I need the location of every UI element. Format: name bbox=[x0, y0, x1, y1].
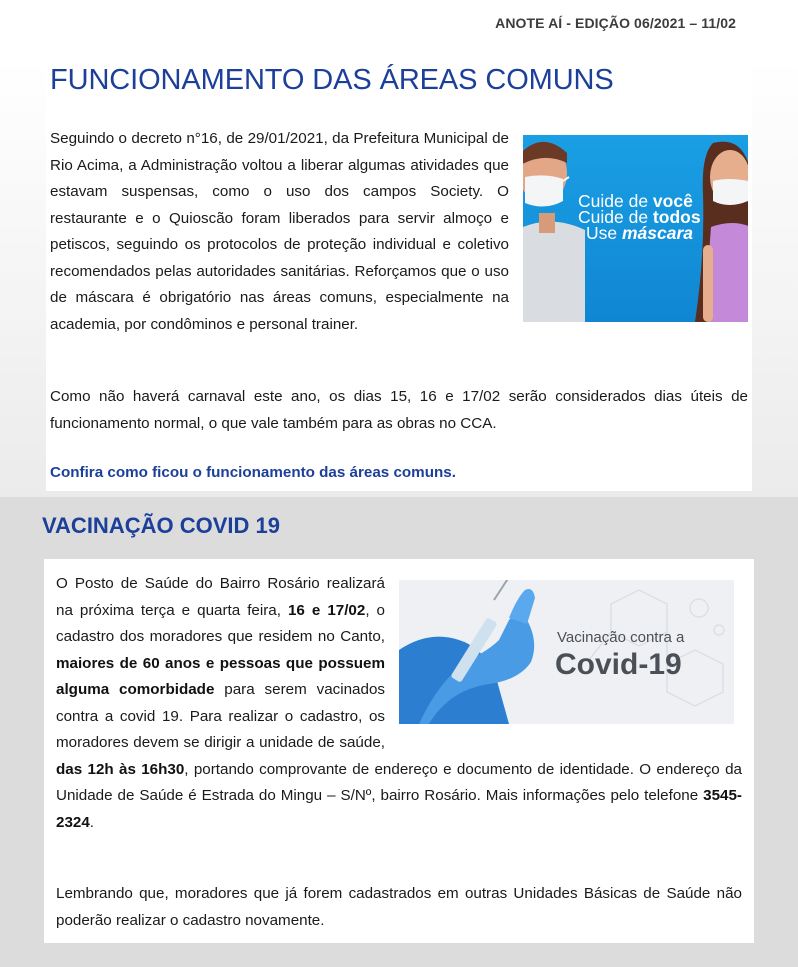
areas-comuns-paragraph-1 bbox=[50, 126, 748, 338]
vaccine-image bbox=[399, 580, 734, 724]
mask-campaign-image bbox=[523, 135, 748, 322]
vacinacao-text-g: , portando comprovante de endereço e documento de identidade. O endereço da Unidade de Saúde é Estrada do Mingu – S/Nº, bairro Rosário. Mais informações pelo telefone bbox=[56, 760, 742, 804]
vacinacao-text-a: O Posto de Saúde do Bairro Rosário realizará na próxima terça e quarta feira, bbox=[56, 575, 385, 619]
edition-header: ANOTE AÍ - EDIÇÃO 06/2021 – 11/02 bbox=[495, 15, 736, 31]
vacinacao-paragraph-1 bbox=[56, 571, 742, 836]
areas-comuns-link[interactable]: Confira como ficou o funcionamento das áreas comuns. bbox=[50, 464, 456, 481]
vacinacao-card bbox=[44, 559, 754, 943]
mask-text-line-2: Cuide de todos bbox=[578, 207, 701, 227]
woman-figure bbox=[695, 142, 748, 322]
mask-text-line-1: Cuide de você bbox=[578, 191, 693, 211]
vacinacao-text-e: para serem vacinados contra a covid 19. Para realizar o cadastro, os moradores devem se dirigir a unidade de saúde, bbox=[56, 681, 385, 751]
vacinacao-hours: das 12h às 16h30 bbox=[56, 760, 185, 778]
section-title-vacinacao: VACINAÇÃO COVID 19 bbox=[42, 513, 280, 538]
mask-text-line-3: Use máscara bbox=[586, 223, 694, 243]
vacinacao-text-c: , o cadastro dos moradores que residem no Canto, bbox=[56, 601, 385, 645]
vacinacao-text-i: . bbox=[89, 813, 95, 831]
vacinacao-section bbox=[0, 497, 798, 967]
vaccine-illustration bbox=[399, 580, 734, 724]
vaccine-text-line-2: Covid-19 bbox=[555, 648, 682, 681]
areas-comuns-text-1: Seguindo o decreto n°16, de 29/01/2021, da Prefeitura Municipal de Rio Acima, a Administração voltou a liberar algumas atividades que estavam suspensas, como o uso dos campos Society. O restaurante e o Quioscão foram liberados para servir almoço e petiscos, seguindo os protocolos de proteção individual e coletivo recomendados pelas autoridades sanitárias. Reforçamos que o uso de máscara é obrigatório nas áreas comuns, especialmente na academia, por condôminos e personal trainer. bbox=[50, 130, 509, 333]
man-figure bbox=[523, 142, 585, 322]
section-title-areas-comuns: FUNCIONAMENTO DAS ÁREAS COMUNS bbox=[50, 64, 614, 96]
vacinacao-phone: 3545-2324 bbox=[56, 787, 742, 831]
vacinacao-audience: maiores de 60 anos e pessoas que possuem alguma comorbidade bbox=[56, 654, 385, 698]
vacinacao-paragraph-2: Lembrando que, moradores que já forem cadastrados em outras Unidades Básicas de Saúde não poderão realizar o cadastro novamente. bbox=[56, 885, 742, 929]
mask-campaign-illustration bbox=[523, 135, 748, 322]
vaccine-text-line-1: Vacinação contra a bbox=[557, 629, 685, 646]
vacinacao-dates: 16 e 17/02 bbox=[287, 601, 366, 619]
areas-comuns-paragraph-2: Como não haverá carnaval este ano, os dias 15, 16 e 17/02 serão considerados dias úteis de funcionamento normal, o que vale também para as obras no CCA. bbox=[50, 388, 748, 432]
areas-comuns-card bbox=[46, 50, 752, 491]
